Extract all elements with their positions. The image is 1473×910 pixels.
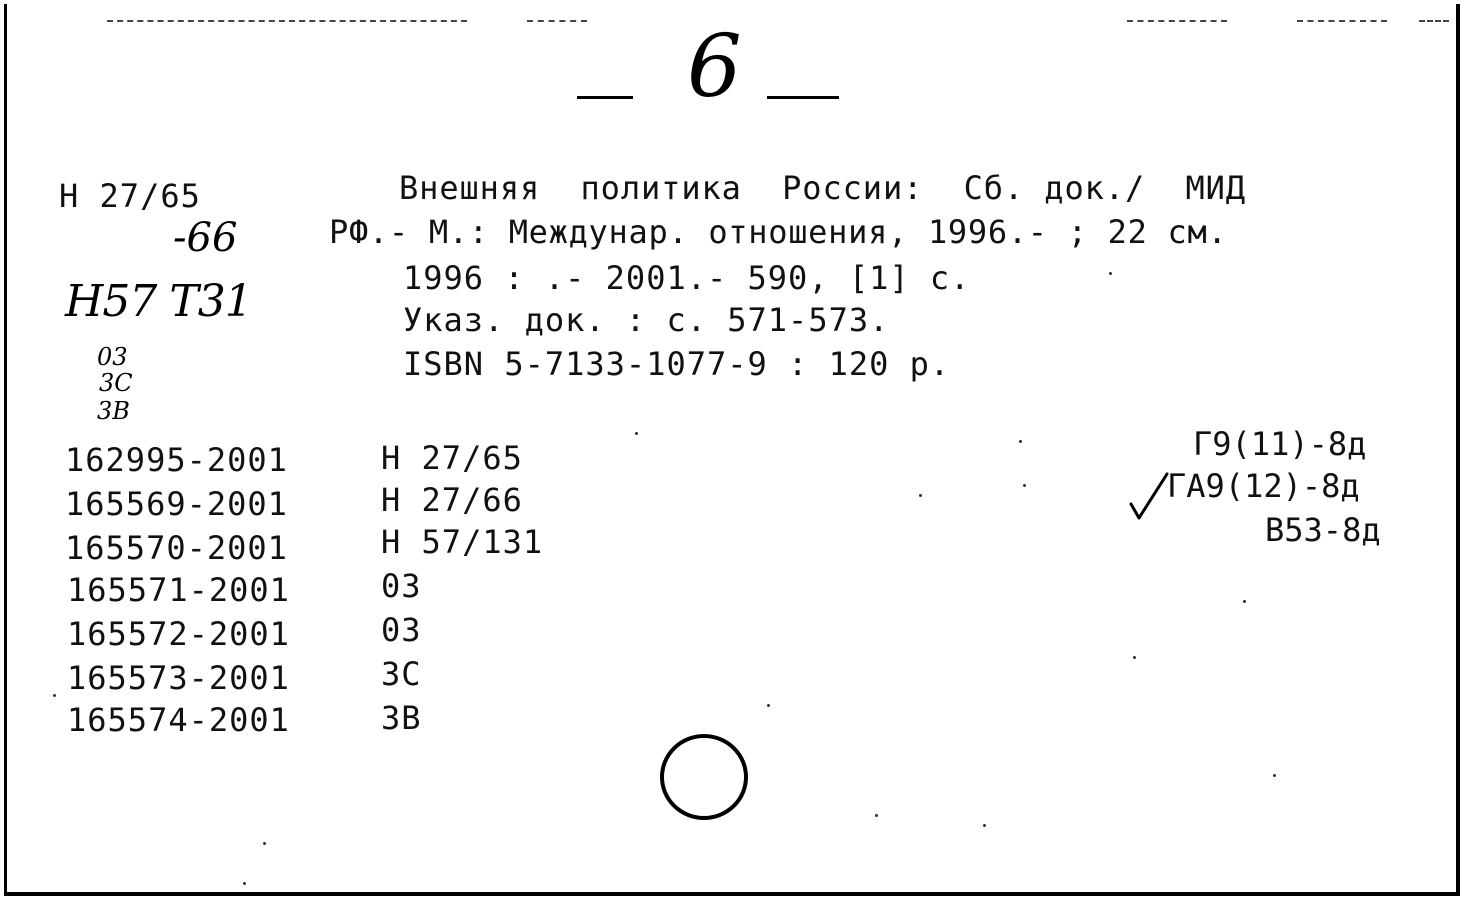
catalog-card <box>4 4 1460 896</box>
holding-location: 03 <box>381 567 422 605</box>
scan-speck <box>1019 440 1022 443</box>
scan-speck <box>263 842 266 845</box>
scan-speck <box>1109 272 1112 275</box>
handwritten-code: 03 <box>97 343 128 371</box>
holding-location: Н 57/131 <box>381 523 544 561</box>
entry-line-title: Внешняя политика России: Сб. док./ МИД <box>399 169 1246 207</box>
holding-location: Н 27/65 <box>381 439 523 477</box>
holding-location: 03 <box>381 611 422 649</box>
scan-speck <box>1243 600 1246 603</box>
scan-speck <box>919 494 922 497</box>
top-edge-dashes <box>1297 20 1387 22</box>
scan-speck <box>1023 484 1026 487</box>
scan-speck <box>767 704 770 707</box>
top-edge-dashes <box>1127 20 1227 22</box>
scan-speck <box>875 814 878 817</box>
holding-inventory-number: 165573-2001 <box>67 659 290 697</box>
entry-line-publication: РФ.- М.: Междунар. отношения, 1996.- ; 22 см. <box>329 213 1228 251</box>
scan-speck <box>53 694 56 697</box>
holding-inventory-number: 162995-2001 <box>65 441 288 479</box>
scan-speck <box>635 432 638 435</box>
checkmark-icon <box>1127 470 1171 524</box>
holding-inventory-number: 165572-2001 <box>67 615 290 653</box>
scan-speck <box>983 824 986 827</box>
page-number-dash-left <box>577 96 633 99</box>
handwritten-code: 3B <box>97 397 130 425</box>
holding-inventory-number: 165569-2001 <box>65 485 288 523</box>
scan-speck <box>243 882 246 885</box>
holding-location: 3C <box>381 655 422 693</box>
holding-inventory-number: 165570-2001 <box>65 529 288 567</box>
punch-hole-icon <box>659 732 751 824</box>
holding-location: 3B <box>381 699 422 737</box>
holding-location: Н 27/66 <box>381 481 523 519</box>
entry-line-volume: 1996 : .- 2001.- 590, [1] с. <box>403 259 971 297</box>
scan-speck <box>1133 656 1136 659</box>
top-edge-dashes <box>1419 20 1449 22</box>
call-number: Н 27/65 <box>59 177 201 215</box>
call-number-handwritten-suffix: -66 <box>173 215 238 261</box>
page-number-dash-right <box>767 96 839 99</box>
holding-inventory-number: 165574-2001 <box>67 701 290 739</box>
handwritten-call-number: Н57 Т31 <box>65 276 252 327</box>
classification-code: Г9(11)-8д <box>1193 425 1367 463</box>
classification-code: ГА9(12)-8д <box>1167 467 1360 505</box>
scan-speck <box>1273 774 1276 777</box>
holding-inventory-number: 165571-2001 <box>67 571 290 609</box>
top-edge-dashes <box>107 20 467 22</box>
handwritten-code: 3C <box>99 369 133 397</box>
classification-code: В53-8д <box>1265 511 1381 549</box>
entry-line-isbn: ISBN 5-7133-1077-9 : 120 р. <box>403 345 951 383</box>
entry-line-index: Указ. док. : с. 571-573. <box>403 301 890 339</box>
page-number: 6 <box>687 17 742 117</box>
top-edge-dashes <box>527 20 587 22</box>
